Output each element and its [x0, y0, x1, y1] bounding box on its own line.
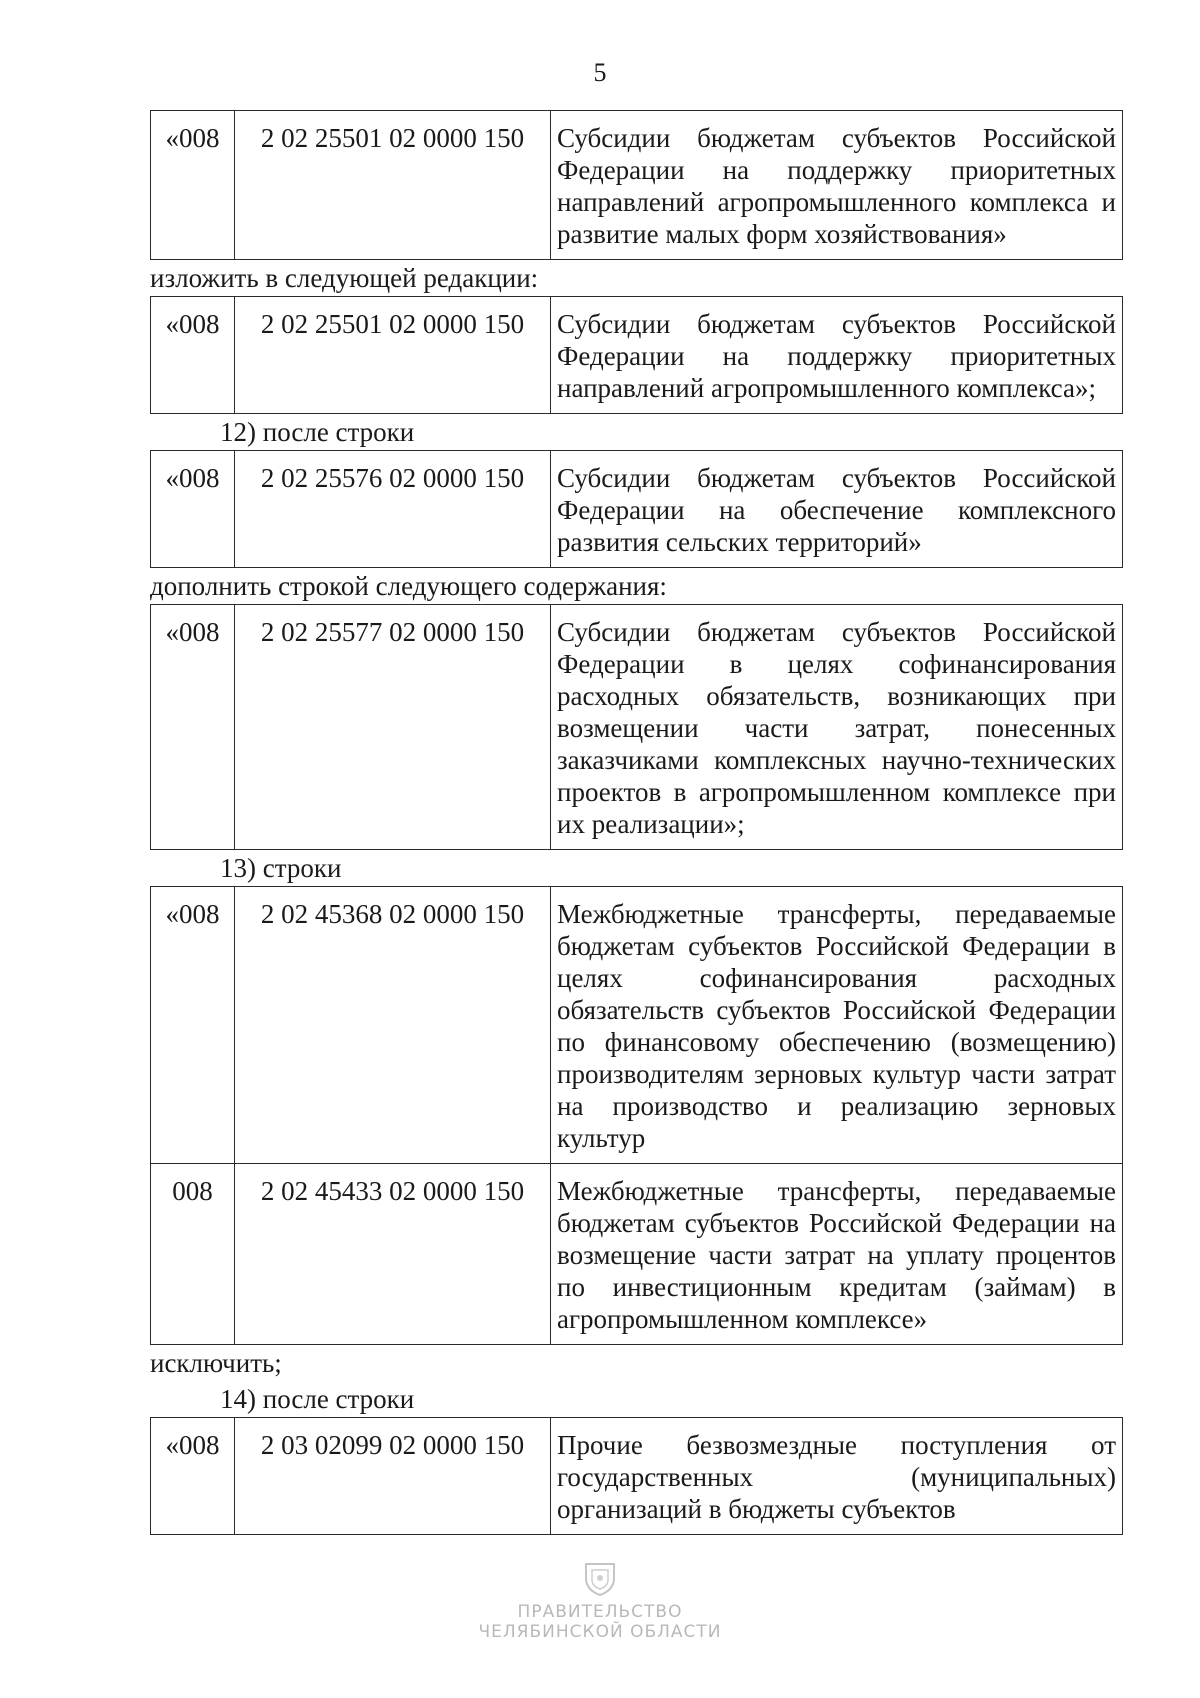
- government-stamp: [0, 1560, 1200, 1642]
- admin-code-cell: «008: [151, 1418, 235, 1535]
- budget-code-cell: 2 02 25501 02 0000 150: [235, 111, 551, 260]
- document-body: [150, 110, 1122, 1535]
- description-cell: Субсидии бюджетам субъектов Российской Федерации на поддержку приоритетных направлений агропромышленного комплекса и развитие малых форм хозяйствования»: [551, 111, 1123, 260]
- description-cell: Субсидии бюджетам субъектов Российской Федерации на поддержку приоритетных направлений агропромышленного комплекса»;: [551, 297, 1123, 414]
- table-row: [151, 887, 1123, 1164]
- description-cell: Субсидии бюджетам субъектов Российской Федерации в целях софинансирования расходных обязательств, возникающих при возмещении части затрат, понесенных заказчиками комплексных научно-технических проектов в агропромышленном комплексе при их реализации»;: [551, 605, 1123, 850]
- body-paragraph: изложить в следующей редакции:: [150, 263, 539, 293]
- body-paragraph: 12) после строки: [220, 417, 415, 447]
- admin-code-cell: 008: [151, 1164, 235, 1345]
- budget-code-cell: 2 03 02099 02 0000 150: [235, 1418, 551, 1535]
- budget-code-cell: 2 02 45433 02 0000 150: [235, 1164, 551, 1345]
- budget-code-cell: 2 02 45368 02 0000 150: [235, 887, 551, 1164]
- table-row: [151, 451, 1123, 568]
- admin-code-cell: «008: [151, 451, 235, 568]
- budget-code-cell: 2 02 25576 02 0000 150: [235, 451, 551, 568]
- page-number: 5: [593, 58, 607, 87]
- description-cell: Прочие безвозмездные поступления от государственных (муниципальных) организаций в бюджеты субъектов: [551, 1418, 1123, 1535]
- budget-code-cell: 2 02 25501 02 0000 150: [235, 297, 551, 414]
- admin-code-cell: «008: [151, 605, 235, 850]
- description-cell: Межбюджетные трансферты, передаваемые бюджетам субъектов Российской Федерации на возмещение части затрат на уплату процентов по инвестиционным кредитам (займам) в агропромышленном комплексе»: [551, 1164, 1123, 1345]
- table-row: [151, 111, 1123, 260]
- budget-code-table: [150, 110, 1123, 260]
- table-row: [151, 1164, 1123, 1345]
- budget-code-table: [150, 1417, 1123, 1535]
- budget-code-table: [150, 604, 1123, 850]
- body-paragraph: 13) строки: [220, 853, 342, 883]
- budget-code-cell: 2 02 25577 02 0000 150: [235, 605, 551, 850]
- admin-code-cell: «008: [151, 111, 235, 260]
- body-paragraph: исключить;: [150, 1348, 282, 1378]
- body-paragraph: дополнить строкой следующего содержания:: [150, 571, 667, 601]
- description-cell: Межбюджетные трансферты, передаваемые бюджетам субъектов Российской Федерации в целях софинансирования расходных обязательств субъектов Российской Федерации по финансовому обеспечению (возмещению) производителям зерновых культур части затрат на производство и реализацию зерновых культур: [551, 887, 1123, 1164]
- stamp-line-1: ПРАВИТЕЛЬСТВО: [517, 1602, 683, 1622]
- budget-code-table: [150, 886, 1123, 1345]
- table-row: [151, 605, 1123, 850]
- admin-code-cell: «008: [151, 887, 235, 1164]
- table-row: [151, 1418, 1123, 1535]
- budget-code-table: [150, 296, 1123, 414]
- budget-code-table: [150, 450, 1123, 568]
- admin-code-cell: «008: [151, 297, 235, 414]
- table-row: [151, 297, 1123, 414]
- coat-of-arms-icon: [580, 1560, 620, 1598]
- body-paragraph: 14) после строки: [220, 1384, 415, 1414]
- description-cell: Субсидии бюджетам субъектов Российской Федерации на обеспечение комплексного развития сельских территорий»: [551, 451, 1123, 568]
- stamp-line-2: ЧЕЛЯБИНСКОЙ ОБЛАСТИ: [478, 1622, 722, 1642]
